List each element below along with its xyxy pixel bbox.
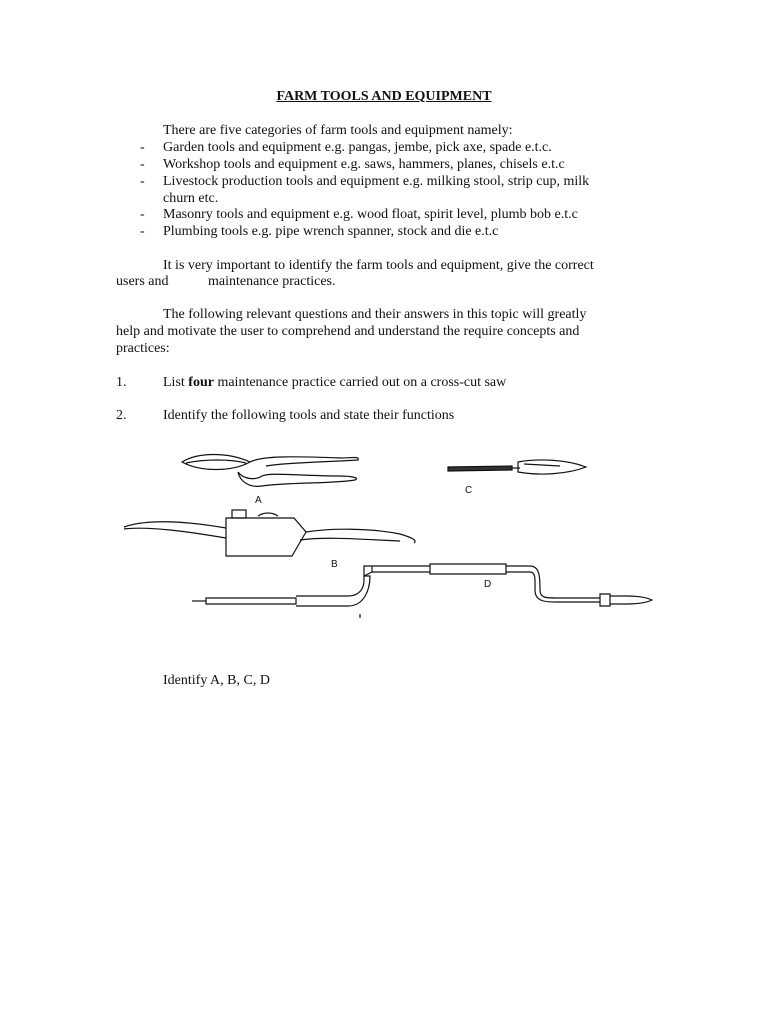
- list-item-text: Garden tools and equipment e.g. pangas, jembe, pick axe, spade e.t.c.: [163, 140, 552, 155]
- identify-prompt: Identify A, B, C, D: [163, 673, 270, 688]
- intro-text: There are five categories of farm tools and equipment namely:: [163, 123, 513, 138]
- question-number: 2.: [116, 408, 127, 423]
- shears-drawing: [182, 455, 358, 487]
- burdizzo-drawing: [124, 510, 415, 556]
- question-text: Identify the following tools and state their functions: [163, 408, 455, 423]
- figure-label-a: A: [255, 495, 262, 506]
- paragraph-line: maintenance practices.: [208, 274, 336, 289]
- list-bullet: -: [140, 140, 145, 155]
- list-item-text: Workshop tools and equipment e.g. saws, hammers, planes, chisels e.t.c: [163, 157, 565, 172]
- question-number: 1.: [116, 375, 127, 390]
- question-emphasis: four: [188, 375, 214, 390]
- paragraph-line: It is very important to identify the farm tools and equipment, give the correct: [163, 258, 594, 273]
- list-bullet: -: [140, 224, 145, 239]
- question-text-post: maintenance practice carried out on a cross-cut saw: [213, 375, 507, 390]
- paragraph-line: users and: [116, 274, 169, 289]
- list-item-text: Livestock production tools and equipment e.g. milking stool, strip cup, milk: [163, 174, 590, 189]
- figure-label-b: B: [331, 559, 338, 570]
- pipe-tool-drawing: [192, 564, 652, 618]
- paragraph-line: help and motivate the user to comprehend and understand the require concepts and: [116, 324, 580, 339]
- list-bullet: -: [140, 207, 145, 222]
- page-title: FARM TOOLS AND EQUIPMENT: [276, 89, 492, 104]
- list-item-text: Plumbing tools e.g. pipe wrench spanner, stock and die e.t.c: [163, 224, 499, 239]
- list-bullet: -: [140, 174, 145, 189]
- list-item-text: Masonry tools and equipment e.g. wood float, spirit level, plumb bob e.t.c: [163, 207, 578, 222]
- list-item-text-continued: churn etc.: [163, 191, 219, 206]
- figure-label-d: D: [484, 579, 492, 590]
- list-bullet: -: [140, 157, 145, 172]
- figure-label-c: C: [465, 485, 473, 496]
- question-text-pre: List: [163, 375, 189, 390]
- paragraph-line: practices:: [116, 341, 170, 356]
- paragraph-line: The following relevant questions and their answers in this topic will greatly: [163, 307, 587, 322]
- trowel-drawing: [448, 460, 586, 474]
